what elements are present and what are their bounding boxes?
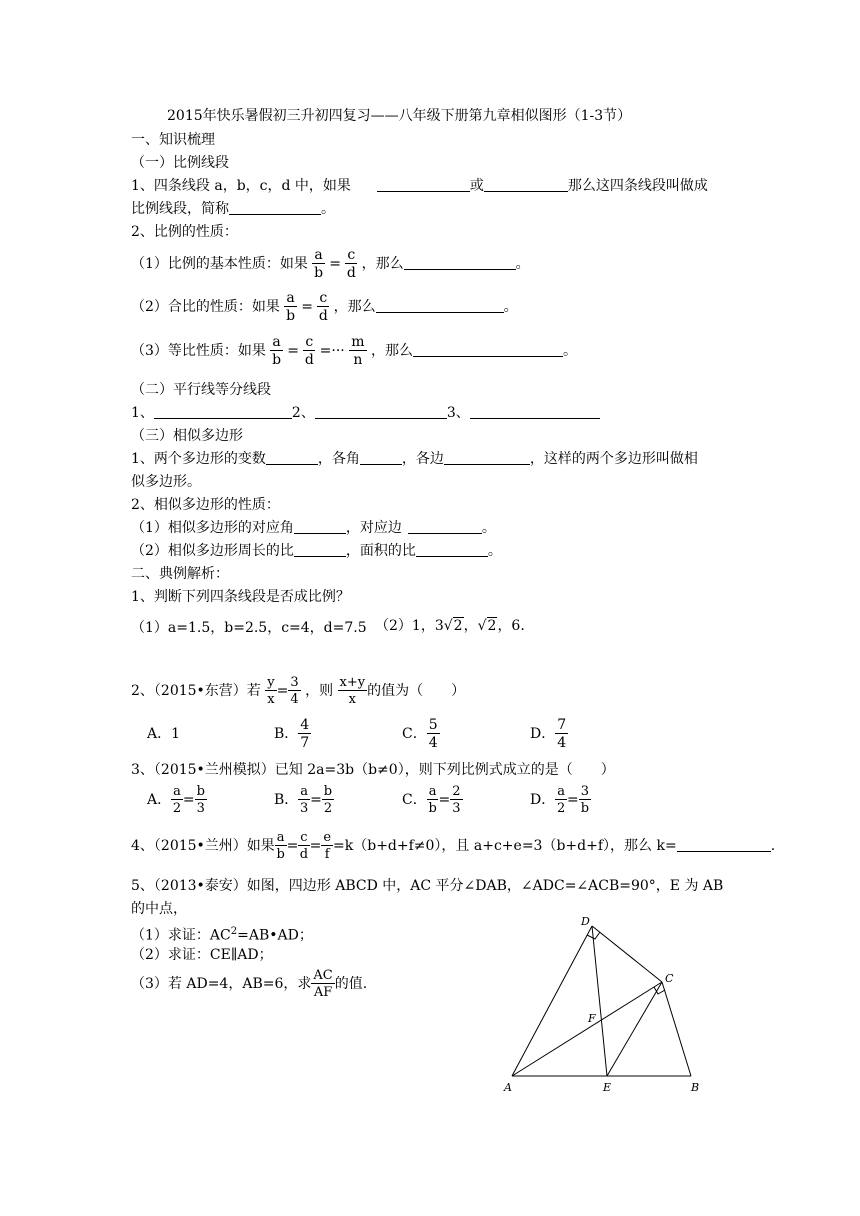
parallel-lines-blanks: 1、 2、 3、 — [131, 403, 600, 423]
q3-option-c: C． $\frac{a}{b}$ = $\frac{2}{3}$ — [402, 784, 461, 816]
fraction-ac-af: $\frac{AC}{AF}$ — [313, 968, 333, 1000]
label-b: B — [691, 1081, 700, 1094]
property-equal-ratio: （3）等比性质：如果 $\frac{a}{b}$ = $\frac{c}{d}$ =··· $\frac{m}{n}$ ，那么 。 — [131, 334, 577, 368]
sqrt-2: √2 — [477, 618, 497, 634]
blank — [404, 255, 516, 270]
blank — [360, 450, 402, 465]
blank — [413, 342, 563, 357]
label-f: F — [588, 1012, 596, 1025]
q2-option-d: D． $\frac{7}{4}$ — [530, 717, 567, 751]
label-c: C — [665, 972, 674, 985]
question-5-line-1: 5、（2013•泰安）如图，四边形 ABCD 中，AC 平分∠DAB，∠ADC=∠ACB=90°，E 为 AB — [131, 878, 724, 894]
segment-dc — [592, 926, 662, 982]
polygon-property-1: （1）相似多边形的对应角 ，对应边 。 — [131, 520, 496, 536]
label-a: A — [504, 1081, 512, 1094]
blank — [377, 177, 470, 192]
item-1-line-2: 比例线段，简称 。 — [131, 201, 335, 217]
item-2-heading: 2、比例的性质： — [131, 224, 238, 240]
fraction-c-d: $\frac{c}{d}$ — [304, 334, 314, 368]
option-fraction: $\frac{4}{7}$ — [300, 717, 310, 751]
segment-de — [592, 926, 607, 1076]
fraction-m-n: $\frac{m}{n}$ — [351, 334, 365, 368]
option-fraction: $\frac{5}{4}$ — [428, 717, 438, 751]
blank — [229, 200, 321, 215]
section-heading-2: 二、典例解析： — [131, 566, 229, 582]
question-5-part-2: （2）求证：CE∥AD； — [131, 947, 273, 963]
blank — [408, 519, 482, 534]
question-5-part-3: （3）若 AD=4，AB=6，求 $\frac{AC}{AF}$ 的值. — [131, 968, 368, 1000]
sqrt-2: √2 — [443, 618, 463, 634]
question-1-part-2: （2）1，3√2，√2，6. — [375, 614, 525, 638]
q3-option-d: D． $\frac{a}{2}$ = $\frac{3}{b}$ — [530, 784, 590, 816]
question-4: 4、（2015•兰州）如果 $\frac{a}{b}$ = $\frac{c}{d}$ = $\frac{e}{f}$ =k（b+d+f≠0），且 a+c+e=3（b+d+f），那么 k= . — [131, 830, 776, 862]
geometry-figure — [495, 910, 715, 1100]
fraction-a-b: $\frac{a}{b}$ — [314, 247, 324, 281]
page-title: 2015年快乐暑假初三升初四复习——八年级下册第九章相似图形（1-3节） — [167, 108, 632, 124]
right-angle-mark-d — [587, 932, 600, 939]
q2-option-a: A．1 — [147, 726, 181, 742]
property-sum: （2）合比的性质：如果 $\frac{a}{b}$ = $\frac{c}{d}$ ，那么 。 — [131, 290, 518, 324]
question-5-line-2: 的中点， — [131, 901, 187, 917]
blank — [315, 404, 447, 419]
property-basic: （1）比例的基本性质：如果 $\frac{a}{b}$ = $\frac{c}{d}$ ，那么 。 — [131, 247, 530, 281]
subheading-parallel-lines: （二）平行线等分线段 — [131, 382, 271, 398]
question-3: 3、（2015•兰州模拟）已知 2a=3b（b≠0），则下列比例式成立的是（ ） — [131, 762, 615, 778]
blank — [484, 177, 568, 192]
blank — [266, 450, 318, 465]
blank — [470, 404, 600, 419]
polygon-def-line-2: 似多边形。 — [131, 474, 201, 490]
subheading-similar-polygons: （三）相似多边形 — [131, 428, 243, 444]
blank — [294, 542, 346, 557]
fraction-a-b: $\frac{a}{b}$ — [286, 290, 296, 324]
subheading-proportional-segments: （一）比例线段 — [131, 155, 229, 171]
q2-option-b: B． $\frac{4}{7}$ — [274, 717, 310, 751]
blank — [154, 404, 292, 419]
fraction-a-b: $\frac{a}{b}$ — [272, 334, 282, 368]
segment-ad — [512, 926, 592, 1076]
segment-cb — [662, 982, 691, 1076]
fraction-c-d: $\frac{c}{d}$ — [318, 290, 328, 324]
blank — [376, 298, 504, 313]
fraction-y-x: $\frac{y}{x}$ — [267, 675, 275, 707]
section-heading-1: 一、知识梳理 — [131, 132, 215, 148]
polygon-property-2: （2）相似多边形周长的比 ，面积的比 。 — [131, 543, 502, 559]
blank — [444, 450, 530, 465]
q3-option-b: B． $\frac{a}{3}$ = $\frac{b}{2}$ — [274, 784, 333, 816]
blank — [677, 837, 771, 852]
option-fraction: $\frac{7}{4}$ — [557, 717, 567, 751]
fraction-c-d: $\frac{c}{d}$ — [346, 247, 356, 281]
item-1-line-1: 1、四条线段 a，b，c，d 中，如果 或 那么这四条线段叫做成 — [131, 178, 708, 194]
segment-ce — [607, 982, 662, 1076]
label-e: E — [603, 1081, 612, 1094]
question-1: 1、判断下列四条线段是否成比例？ — [131, 589, 350, 605]
q3-option-a: A． $\frac{a}{2}$ = $\frac{b}{3}$ — [147, 784, 205, 816]
polygon-def-line-1: 1、两个多边形的变数 ，各角 ，各边 ，这样的两个多边形叫做相 — [131, 451, 698, 467]
q2-option-c: C． $\frac{5}{4}$ — [402, 717, 438, 751]
label-d: D — [581, 915, 590, 928]
blank — [416, 542, 488, 557]
polygon-properties-heading: 2、相似多边形的性质： — [131, 497, 280, 513]
blank — [294, 519, 346, 534]
question-5-part-1: （1）求证：$AC^2=AB•AD$； — [131, 926, 313, 944]
fraction-xy-x: $\frac{x+y}{x}$ — [339, 675, 366, 707]
fraction-3-4: $\frac{3}{4}$ — [290, 675, 299, 707]
question-2: 2、（2015•东营）若 $\frac{y}{x}$ = $\frac{3}{4}$ ，则 $\frac{x+y}{x}$ 的值为（ ） — [131, 675, 466, 707]
question-1-part-1: （1）a=1.5，b=2.5，c=4，d=7.5 — [131, 620, 367, 636]
segment-ac — [512, 982, 662, 1076]
